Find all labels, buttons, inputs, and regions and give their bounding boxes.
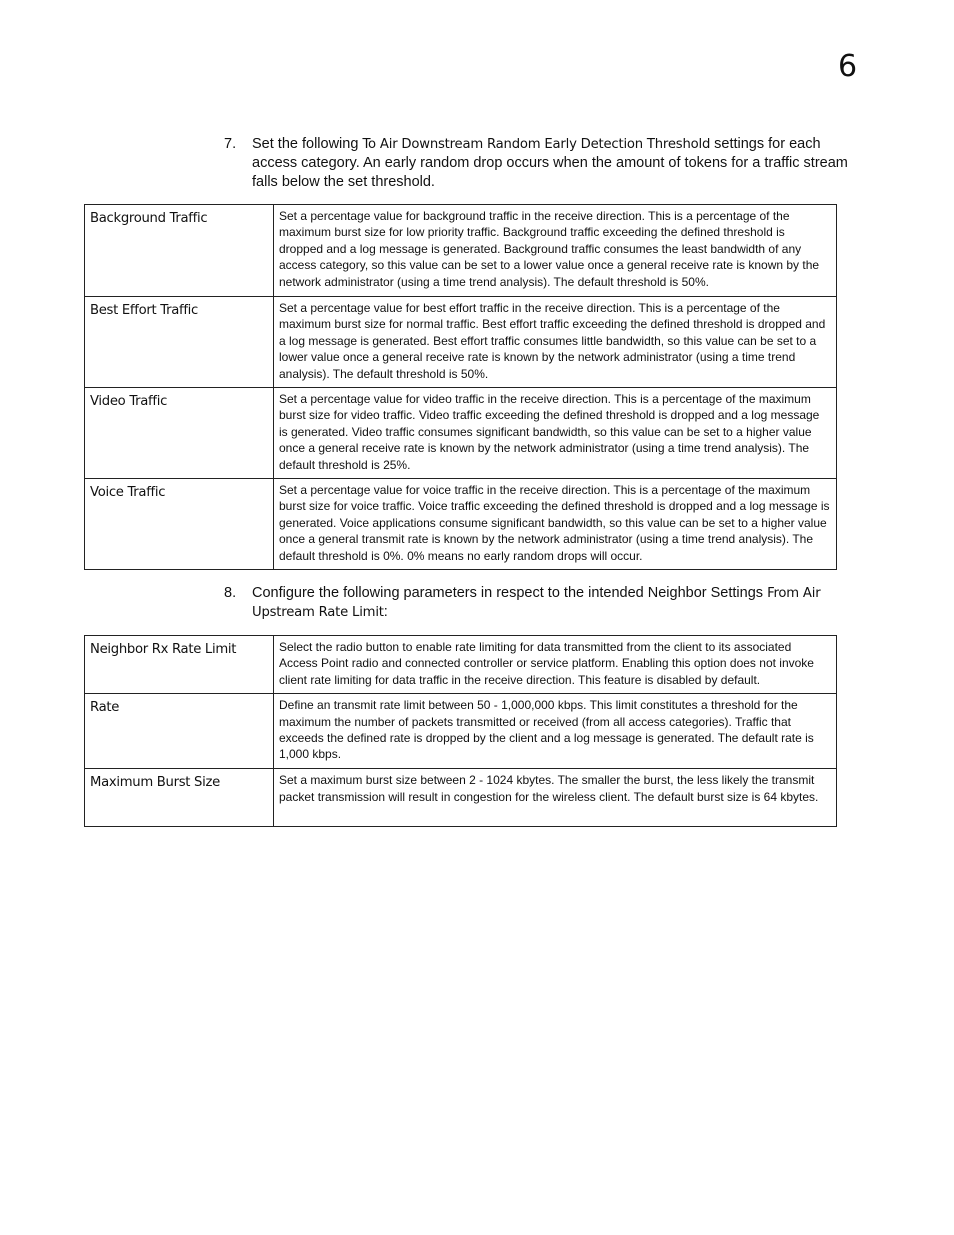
step-text	[252, 135, 869, 192]
step-emphasis: To Air Downstream Random Early Detection Threshold	[362, 137, 711, 152]
parameter-description: Set a percentage value for voice traffic in the receive direction. This is a percentage of the maximum burst size for voice traffic. Voice traffic exceeding the defined threshold is dropped and a log message is generated. Voice applications consume significant bandwidth, so this value can be set to a higher value once a general transmit rate is known by the network administrator (using a time trend analysis). The default threshold is 0%. 0% means no early random drops will occur.	[274, 479, 837, 570]
step-text-prefix: Configure the following parameters in respect to the intended Neighbor Settings	[252, 585, 768, 601]
chapter-number: 6	[838, 49, 858, 84]
parameter-description: Define an transmit rate limit between 50 - 1,000,000 kbps. This limit constitutes a threshold for the maximum the number of packets transmitted or received (from all access categories). Traffic that exceeds the defined rate is dropped by the client and a log message is generated. The default rate is 1,000 kbps.	[274, 694, 837, 769]
parameter-name: Best Effort Traffic	[85, 297, 274, 388]
table-row	[85, 636, 837, 694]
parameter-description: Set a percentage value for background traffic in the receive direction. This is a percentage of the maximum burst size for low priority traffic. Background traffic exceeding the defined threshold is dropped and a log message is generated. Background traffic consumes the least bandwidth of any access category, so this value can be set to a lower value once a general receive rate is known by the network administrator (using a time trend analysis). The default threshold is 50%.	[274, 205, 837, 297]
step-number: 7.	[224, 136, 237, 152]
parameter-name: Rate	[85, 694, 274, 769]
table-row	[85, 694, 837, 769]
step-text	[252, 584, 869, 622]
step-number: 8.	[224, 585, 237, 601]
step-7	[224, 135, 869, 192]
step-text-suffix: settings for each access category. An early random drop occurs when the amount of tokens for a traffic stream falls below the set threshold.	[252, 136, 848, 190]
step-text-prefix: Set the following	[252, 136, 363, 152]
step-emphasis: From Air Upstream Rate Limit	[252, 586, 821, 620]
parameter-name: Background Traffic	[85, 205, 274, 297]
parameter-description: Set a percentage value for video traffic in the receive direction. This is a percentage of the maximum burst size for video traffic. Video traffic exceeding the defined threshold is dropped and a log message is generated. Video traffic consumes significant bandwidth, so this value can be set to a higher value once a general receive rate is known by the network administrator (using a time trend analysis). The default threshold is 25%.	[274, 388, 837, 479]
parameter-name: Neighbor Rx Rate Limit	[85, 636, 274, 694]
table-row	[85, 205, 837, 297]
table-row	[85, 479, 837, 570]
step-8	[224, 584, 869, 622]
rate-limit-settings-table	[84, 635, 837, 827]
parameter-description: Select the radio button to enable rate limiting for data transmitted from the client to its associated Access Point radio and connected controller or service platform. Enabling this option does not invoke client rate limiting for data traffic in the receive direction. This feature is disabled by default.	[274, 636, 837, 694]
table-row	[85, 769, 837, 827]
parameter-name: Video Traffic	[85, 388, 274, 479]
table-row	[85, 388, 837, 479]
step-text-suffix: :	[383, 604, 388, 620]
table-row	[85, 297, 837, 388]
parameter-name: Voice Traffic	[85, 479, 274, 570]
threshold-settings-table	[84, 204, 837, 570]
parameter-name: Maximum Burst Size	[85, 769, 274, 827]
parameter-description: Set a percentage value for best effort traffic in the receive direction. This is a percentage of the maximum burst size for normal traffic. Best effort traffic exceeding the defined threshold is dropped and a log message is generated. Best effort traffic consumes little bandwidth, so this value can be set to a lower value once a general receive rate is known by the network administrator (using a time trend analysis). The default threshold is 50%.	[274, 297, 837, 388]
parameter-description: Set a maximum burst size between 2 - 1024 kbytes. The smaller the burst, the less likely the transmit packet transmission will result in congestion for the wireless client. The default burst size is 64 kbytes.	[274, 769, 837, 827]
